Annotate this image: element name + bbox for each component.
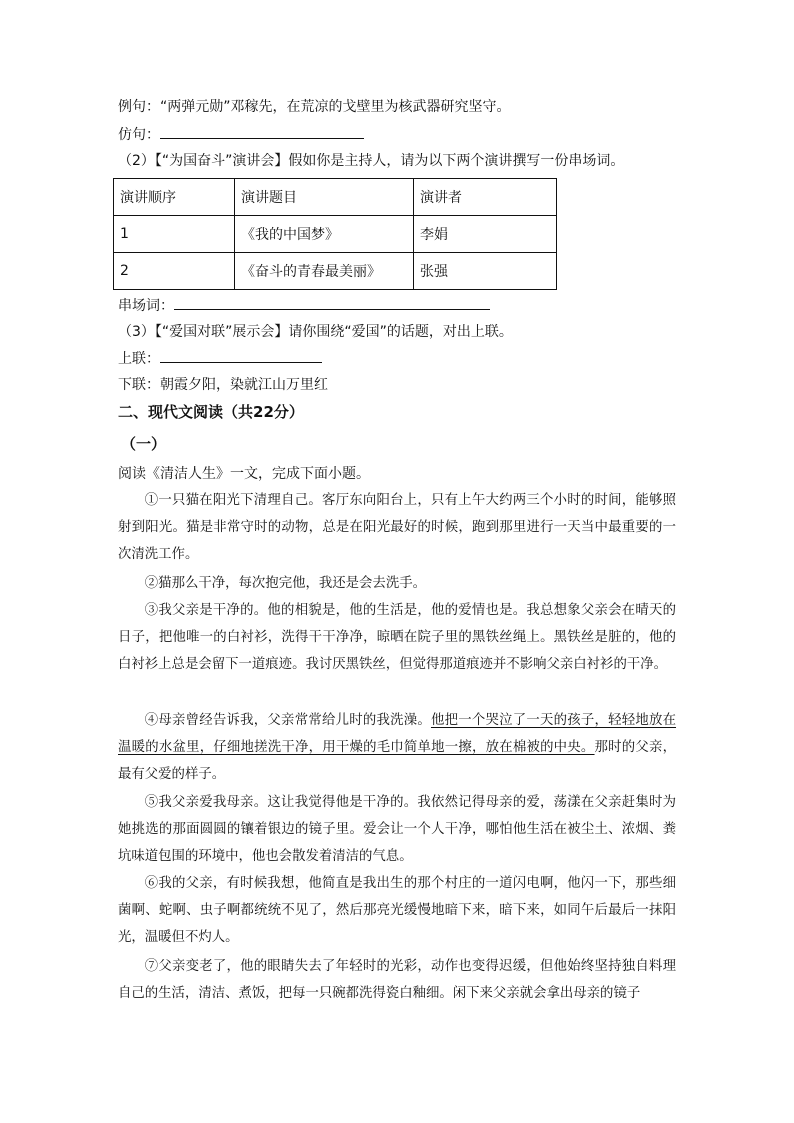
table-cell-title: 《我的中国梦》 — [235, 216, 414, 253]
subsection-title: （一） — [121, 435, 167, 453]
table-header-row — [114, 179, 557, 216]
table-header: 演讲顺序 — [114, 179, 235, 216]
table-header: 演讲者 — [414, 179, 557, 216]
paragraph-7: ⑦父亲变老了，他的眼睛失去了年轻时的光彩，动作也变得迟缓，但他始终坚持独自料理自己的生活，清洁、煮饭，把每一只碗都洗得瓷白釉细。闲下来父亲就会拿出母亲的镜子 — [118, 959, 676, 1001]
paragraph-1: ①一只猫在阳光下清理自己。客厅东向阳台上，只有上午大约两三个小时的时间，能够照射到阳光。猫是非常守时的动物，总是在阳光最好的时候，跑到那里进行一天当中最重要的一次清洗工作。 — [118, 493, 676, 562]
imitation-line — [118, 124, 364, 145]
paragraph-3: ③我父亲是干净的。他的相貌是，他的生活是，他的爱情也是。我总想象父亲会在晴天的日子，把他唯一的白衬衫，洗得干干净净，晾晒在院子里的黑铁丝绳上。黑铁丝是脏的，他的白衬衫上总是会留下一道痕迹。我讨厌黑铁丝，但觉得那道痕迹并不影响父亲白衬衫的干净。 — [118, 603, 676, 672]
section-title: 二、现代文阅读（共22分） — [118, 403, 304, 421]
upper-couplet-line — [118, 348, 322, 369]
lower-couplet: 下联：朝霞夕阳，染就江山万里红 — [118, 377, 328, 393]
table-cell-order: 1 — [114, 216, 235, 253]
table-cell-speaker: 李娟 — [414, 216, 557, 253]
paragraph-6: ⑥我的父亲，有时候我想，他简直是我出生的那个村庄的一道闪电啊，他闪一下，那些细菌啊、蛇啊、虫子啊都统统不见了，然后那亮光缓慢地暗下来，暗下来，如同午后最后一抹阳光，温暖但不灼人。 — [118, 876, 676, 945]
reading-intro: 阅读《清洁人生》一文，完成下面小题。 — [118, 466, 370, 482]
speech-table — [113, 178, 557, 290]
paragraph-5: ⑤我父亲爱我母亲。这让我觉得他是干净的。我依然记得母亲的爱，荡漾在父亲赶集时为她挑选的那面圆圆的镶着银边的镜子里。爱会让一个人干净，哪怕他生活在被尘土、浓烟、粪坑味道包围的环境中，他也会散发着清洁的气息。 — [118, 795, 676, 864]
upper-couplet-label: 上联： — [118, 351, 160, 367]
upper-couplet-answer-blank[interactable] — [160, 348, 322, 363]
imitation-answer-blank[interactable] — [160, 124, 364, 139]
task3-prompt: （3）【“爱国对联”展示会】请你围绕“爱国”的话题，对出上联。 — [118, 324, 513, 340]
task2-prompt: （2）【“为国奋斗”演讲会】假如你是主持人，请为以下两个演讲撰写一份串场词。 — [118, 153, 625, 169]
paragraph-4 — [118, 707, 676, 788]
table-cell-order: 2 — [114, 253, 235, 290]
paragraph-2: ②猫那么干净，每次抱完他，我还是会去洗手。 — [144, 576, 426, 591]
imitation-label: 仿句： — [118, 127, 160, 143]
table-header: 演讲题目 — [235, 179, 414, 216]
paragraph-4-tail: 那时的父亲，最有父爱的样子。 — [118, 740, 676, 782]
table-cell-speaker: 张强 — [414, 253, 557, 290]
table-row — [114, 216, 557, 253]
transition-answer-blank[interactable] — [174, 295, 490, 310]
transition-label: 串场词： — [118, 298, 174, 314]
paragraph-4-lead: ④母亲曾经告诉我，父亲常常给儿时的我洗澡。 — [144, 713, 431, 728]
table-row — [114, 253, 557, 290]
transition-line — [118, 295, 490, 316]
table-cell-title: 《奋斗的青春最美丽》 — [235, 253, 414, 290]
underlined-sentence: 他把一个哭泣了一天的孩子，轻轻地放在温暖的水盆里，仔细地搓洗干净，用干燥的毛巾简单地一擦，放在棉被的中央。 — [118, 713, 677, 755]
example-sentence: 例句：“两弹元勋”邓稼先，在荒凉的戈壁里为核武器研究坚守。 — [118, 99, 511, 115]
